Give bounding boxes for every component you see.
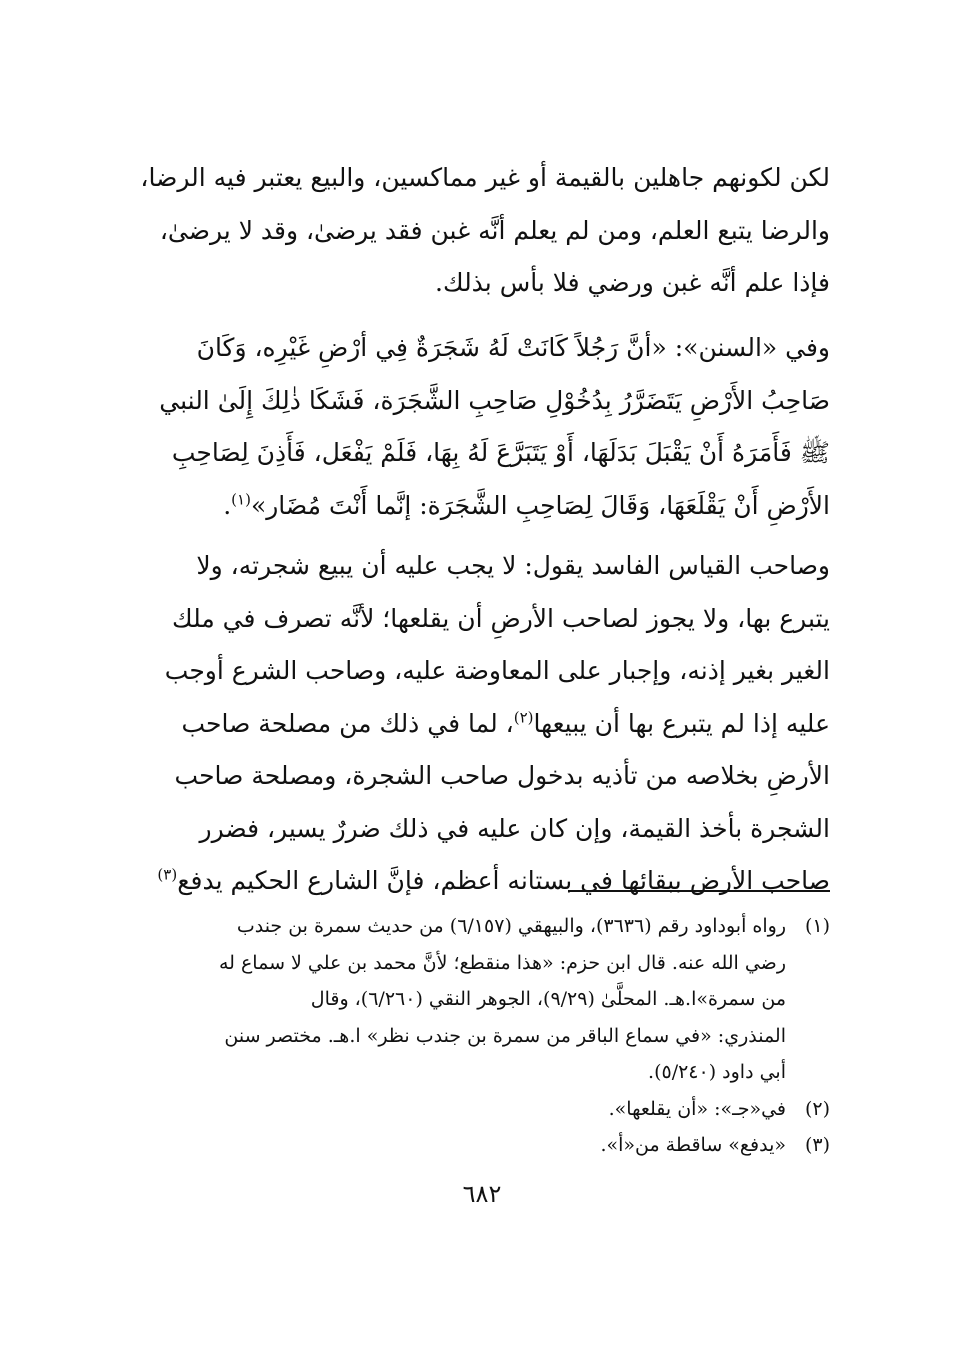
text-line: الأرضِ بخلاصه من تأذيه بدخول صاحب الشجرة، ومصلحة صاحب	[174, 761, 830, 790]
footnotes	[132, 908, 830, 1164]
footnote-line: «يدفع» ساقطة من«أ».	[600, 1134, 786, 1156]
text-segment: عليه إذا لم يتبرع بها أن يبيعها	[533, 708, 830, 738]
footnote-line: من سمرة»ا.هـ. المحلَّىٰ (٩/٢٩)، الجوهر النقي (٦/٢٦٠)، وقال	[310, 988, 786, 1010]
text-line: يتبرع بها، ولا يجوز لصاحب الأرضِ أن يقلعها؛ لأنَّه تصرف في ملك	[172, 603, 830, 633]
text-segment: ، لما في ذلك من مصلحة صاحب	[181, 708, 514, 738]
footnote-ref-3[interactable]: (٣)	[157, 865, 178, 884]
footnote-line: في«جـ»: «أن يقلعها».	[608, 1097, 786, 1120]
text-line: ﷺ فَأَمَرَهُ أَنْ يَقْبَلَ بَدَلَهَا، أَوْ يَتَبَرَّعَ لَهُ بِهَا، فَلَمْ يَفْعَل، فَأَذِنَ لِصَاحِبِ	[171, 438, 830, 467]
footnote-line: أبي داود (٥/٢٤٠).	[648, 1061, 786, 1083]
footnote-2	[132, 1091, 830, 1128]
text-line: الشجرة بأخذ القيمة، وإن كان عليه في ذلك ضررٌ يسير، فضرر	[199, 813, 830, 843]
paragraph-3	[132, 540, 830, 908]
footnote-1	[132, 908, 830, 1091]
footnote-line: رضي الله عنه. قال ابن حزم: «هذا منقطع؛ لأنَّ محمد بن علي لا سماع له	[218, 951, 786, 974]
text-line-with-ref	[132, 855, 830, 908]
text-line: وفي «السنن»: «أنَّ رَجُلاً كَانَتْ لَهُ شَجَرَةٌ فِي أرْضِ غَيْرِه، وَكَانَ	[196, 333, 830, 362]
paragraph-1	[132, 152, 830, 310]
text-line: والرضا يتبع العلم، ومن لم يعلم أنَّه غبن فقد يرضىٰ، وقد لا يرضىٰ،	[159, 215, 830, 245]
text-segment: صاحب الأرض ببقائها في بستانه أعظم، فإنَّ الشارع الحكيم يدفع	[177, 866, 830, 895]
footnote-3	[132, 1127, 830, 1164]
text-line: فإذا علم أنَّه غبن ورضي فلا بأس بذلك.	[435, 268, 830, 297]
footnote-number: (٣)	[804, 1134, 830, 1156]
text-segment: .	[223, 490, 232, 520]
text-line: وصاحب القياس الفاسد يقول: لا يجب عليه أن يبيع شجرته، ولا	[196, 551, 830, 580]
footnote-ref-2[interactable]: (٢)	[513, 708, 534, 727]
text-line-with-ref	[132, 698, 830, 751]
text-line: الغير بغير إذنه، وإجبار على المعاوضة عليه، وصاحب الشرع أوجب	[164, 656, 830, 685]
footnote-line: المنذري: «في سماع الباقر من سمرة بن جندب نظر» ا.هـ. مختصر سنن	[224, 1024, 786, 1047]
footnote-ref-1[interactable]: (١)	[231, 490, 251, 509]
footnote-number: (١)	[804, 915, 830, 937]
text-line-with-ref	[132, 480, 830, 533]
footnote-divider	[568, 890, 830, 892]
text-line: صَاحِبُ الأَرْضِ يَتَضَرَّرُ بِدُخُوْلِ صَاحِبِ الشَّجَرَة، فَشَكَا ذٰلِكَ إِلَىٰ النبي	[159, 385, 830, 415]
page-number: ٦٨٢	[462, 1180, 502, 1208]
text-segment: الأَرْضِ أَنْ يَقْلَعَهَا، وَقَالَ لِصَاحِبِ الشَّجَرَة: إنَّما أَنْتَ مُضَار»	[250, 490, 830, 520]
footnote-number: (٢)	[804, 1097, 830, 1120]
footnote-line: رواه أبوداود رقم (٣٦٣٦)، والبيهقي (٦/١٥٧) من حديث سمرة بن جندب	[236, 915, 786, 937]
text-line: لكن لكونهم جاهلين بالقيمة أو غير مماكسين، والبيع يعتبر فيه الرضا،	[140, 163, 830, 192]
paragraph-2-hadith	[132, 322, 830, 532]
